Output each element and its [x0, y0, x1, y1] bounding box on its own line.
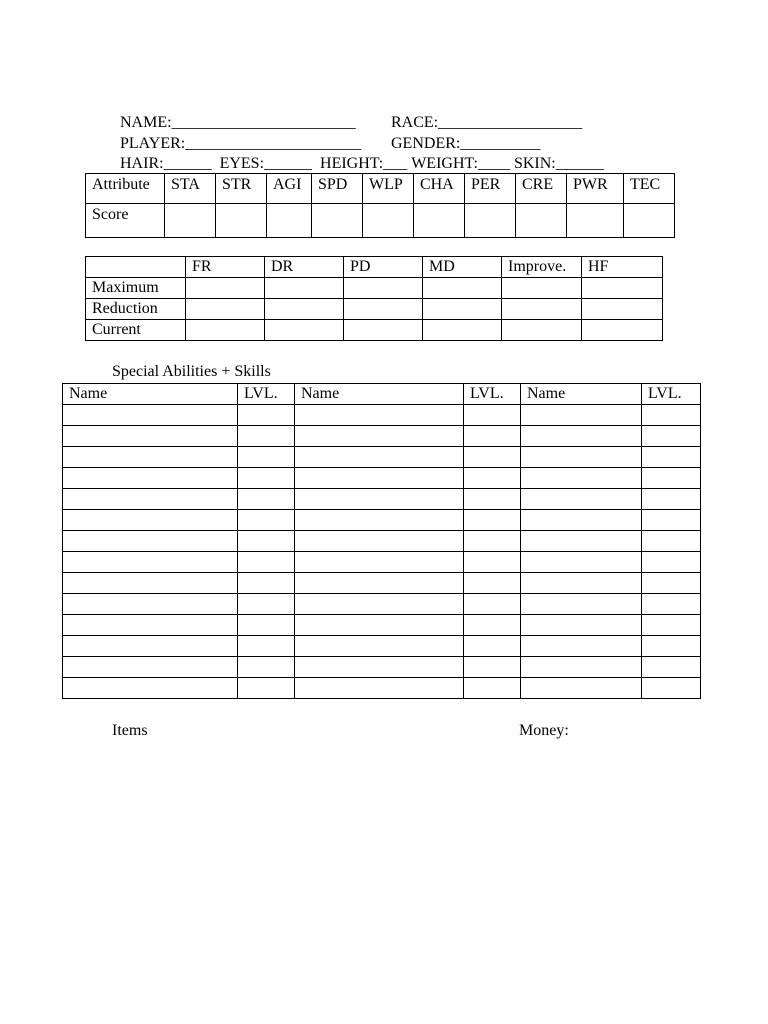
attribute-col-agi: AGI	[267, 174, 312, 204]
skill-level-cell[interactable]	[642, 447, 701, 468]
skill-name-cell[interactable]	[521, 594, 642, 615]
stats-col-fr: FR	[186, 257, 265, 278]
stats-cell[interactable]	[344, 299, 423, 320]
skill-name-cell[interactable]	[521, 489, 642, 510]
skill-name-cell[interactable]	[295, 552, 464, 573]
skill-level-cell[interactable]	[642, 510, 701, 531]
skills-col-name: Name	[63, 384, 238, 405]
attribute-col-per: PER	[465, 174, 516, 204]
score-cell-str[interactable]	[216, 204, 267, 238]
name-label: NAME:	[120, 114, 172, 131]
skill-name-cell[interactable]	[63, 615, 238, 636]
skill-level-cell[interactable]	[238, 447, 295, 468]
skills-section-title: Special Abilities + Skills	[112, 363, 271, 380]
hair-label: HAIR:	[120, 155, 164, 172]
skills-row	[63, 531, 701, 552]
skills-col-lvl: LVL.	[642, 384, 701, 405]
skills-row	[63, 447, 701, 468]
stats-cell[interactable]	[502, 320, 582, 341]
skill-level-cell[interactable]	[642, 405, 701, 426]
stats-cell[interactable]	[423, 278, 502, 299]
stats-row-maximum	[86, 278, 663, 299]
height-field[interactable]: ___	[383, 155, 408, 172]
skill-name-cell[interactable]	[63, 594, 238, 615]
attribute-header-row	[86, 174, 675, 204]
stats-cell[interactable]	[265, 320, 344, 341]
skill-level-cell[interactable]	[238, 657, 295, 678]
skill-level-cell[interactable]	[464, 489, 521, 510]
stats-cell[interactable]	[582, 320, 663, 341]
skill-level-cell[interactable]	[238, 489, 295, 510]
skill-level-cell[interactable]	[464, 678, 521, 699]
skills-col-lvl: LVL.	[238, 384, 295, 405]
stats-cell[interactable]	[423, 320, 502, 341]
score-row	[86, 204, 675, 238]
skill-level-cell[interactable]	[464, 426, 521, 447]
skill-level-cell[interactable]	[642, 468, 701, 489]
skills-row	[63, 678, 701, 699]
stats-cell[interactable]	[502, 278, 582, 299]
skill-name-cell[interactable]	[63, 678, 238, 699]
skills-row	[63, 636, 701, 657]
skill-level-cell[interactable]	[642, 657, 701, 678]
attribute-table	[85, 173, 675, 238]
stats-header-row	[86, 257, 663, 278]
skill-level-cell[interactable]	[238, 426, 295, 447]
weight-field[interactable]: ____	[477, 155, 510, 172]
attribute-col-spd: SPD	[312, 174, 363, 204]
stats-cell[interactable]	[265, 299, 344, 320]
stats-col-md: MD	[423, 257, 502, 278]
skill-level-cell[interactable]	[642, 489, 701, 510]
stats-cell[interactable]	[265, 278, 344, 299]
skill-name-cell[interactable]	[63, 426, 238, 447]
skill-level-cell[interactable]	[464, 405, 521, 426]
score-cell-spd[interactable]	[312, 204, 363, 238]
skill-name-cell[interactable]	[521, 468, 642, 489]
skills-col-name: Name	[521, 384, 642, 405]
stats-row-label: Maximum	[86, 278, 186, 299]
score-cell-cre[interactable]	[516, 204, 567, 238]
race-label: RACE:	[391, 114, 439, 131]
stats-col-pd: PD	[344, 257, 423, 278]
stats-cell[interactable]	[423, 299, 502, 320]
score-cell-cha[interactable]	[414, 204, 465, 238]
skill-name-cell[interactable]	[295, 594, 464, 615]
hair-field[interactable]: ______	[163, 155, 212, 172]
skill-name-cell[interactable]	[63, 510, 238, 531]
skills-row	[63, 468, 701, 489]
skill-name-cell[interactable]	[295, 405, 464, 426]
stats-cell[interactable]	[344, 278, 423, 299]
skill-name-cell[interactable]	[295, 678, 464, 699]
skill-level-cell[interactable]	[642, 426, 701, 447]
player-label: PLAYER:	[120, 135, 186, 152]
skills-row	[63, 594, 701, 615]
skill-level-cell[interactable]	[238, 510, 295, 531]
stats-col-hf: HF	[582, 257, 663, 278]
skill-level-cell[interactable]	[642, 594, 701, 615]
skills-col-lvl: LVL.	[464, 384, 521, 405]
attribute-col-str: STR	[216, 174, 267, 204]
skill-level-cell[interactable]	[464, 615, 521, 636]
skill-name-cell[interactable]	[63, 531, 238, 552]
attribute-col-wlp: WLP	[363, 174, 414, 204]
stats-cell[interactable]	[186, 299, 265, 320]
skill-name-cell[interactable]	[295, 489, 464, 510]
skill-name-cell[interactable]	[295, 615, 464, 636]
skill-name-cell[interactable]	[521, 405, 642, 426]
skill-level-cell[interactable]	[464, 594, 521, 615]
attribute-col-cre: CRE	[516, 174, 567, 204]
skill-name-cell[interactable]	[521, 573, 642, 594]
skill-level-cell[interactable]	[238, 405, 295, 426]
stats-col-improve: Improve.	[502, 257, 582, 278]
skill-level-cell[interactable]	[464, 447, 521, 468]
gender-field[interactable]: __________	[460, 135, 541, 152]
attribute-col-cha: CHA	[414, 174, 465, 204]
header-line-3	[112, 134, 604, 174]
weight-label: WEIGHT:	[411, 155, 478, 172]
stats-cell[interactable]	[344, 320, 423, 341]
skills-col-name: Name	[295, 384, 464, 405]
stats-col-dr: DR	[265, 257, 344, 278]
skill-name-cell[interactable]	[63, 636, 238, 657]
stats-table	[85, 256, 663, 341]
skill-level-cell[interactable]	[642, 552, 701, 573]
skill-name-cell[interactable]	[63, 552, 238, 573]
attribute-col-tec: TEC	[624, 174, 675, 204]
stats-row-current	[86, 320, 663, 341]
height-label: HEIGHT:	[320, 155, 384, 172]
skill-level-cell[interactable]	[238, 573, 295, 594]
skill-level-cell[interactable]	[464, 552, 521, 573]
skill-level-cell[interactable]	[464, 657, 521, 678]
skills-row	[63, 573, 701, 594]
skill-name-cell[interactable]	[295, 426, 464, 447]
skills-row	[63, 552, 701, 573]
skills-table	[62, 383, 701, 699]
attribute-col-pwr: PWR	[567, 174, 624, 204]
skill-name-cell[interactable]	[521, 531, 642, 552]
skill-level-cell[interactable]	[238, 594, 295, 615]
eyes-field[interactable]: ______	[264, 155, 313, 172]
skill-name-cell[interactable]	[295, 447, 464, 468]
skill-name-cell[interactable]	[521, 678, 642, 699]
skill-level-cell[interactable]	[238, 636, 295, 657]
skills-header-row	[63, 384, 701, 405]
score-row-label: Score	[86, 204, 165, 238]
skill-level-cell[interactable]	[642, 636, 701, 657]
skill-name-cell[interactable]	[63, 405, 238, 426]
skills-row	[63, 426, 701, 447]
skills-row	[63, 510, 701, 531]
score-cell-pwr[interactable]	[567, 204, 624, 238]
skill-level-cell[interactable]	[642, 615, 701, 636]
stats-row-reduction	[86, 299, 663, 320]
skill-name-cell[interactable]	[521, 426, 642, 447]
skill-name-cell[interactable]	[295, 573, 464, 594]
stats-corner-cell	[86, 257, 186, 278]
skills-row	[63, 489, 701, 510]
money-label: Money:	[519, 722, 569, 739]
skill-name-cell[interactable]	[295, 636, 464, 657]
skin-field[interactable]: ______	[555, 155, 604, 172]
stats-row-label: Reduction	[86, 299, 186, 320]
score-cell-per[interactable]	[465, 204, 516, 238]
skills-row	[63, 615, 701, 636]
skills-row	[63, 405, 701, 426]
name-field[interactable]: _______________________	[171, 114, 356, 131]
skill-name-cell[interactable]	[63, 657, 238, 678]
skill-level-cell[interactable]	[238, 678, 295, 699]
skill-level-cell[interactable]	[464, 531, 521, 552]
skill-name-cell[interactable]	[521, 552, 642, 573]
skill-level-cell[interactable]	[642, 573, 701, 594]
skill-level-cell[interactable]	[642, 678, 701, 699]
skill-level-cell[interactable]	[464, 510, 521, 531]
skill-level-cell[interactable]	[238, 615, 295, 636]
skill-name-cell[interactable]	[521, 447, 642, 468]
skill-level-cell[interactable]	[238, 552, 295, 573]
skin-label: SKIN:	[513, 155, 556, 172]
skill-name-cell[interactable]	[295, 531, 464, 552]
stats-cell[interactable]	[582, 278, 663, 299]
skill-level-cell[interactable]	[464, 573, 521, 594]
skill-name-cell[interactable]	[521, 615, 642, 636]
skill-name-cell[interactable]	[295, 510, 464, 531]
gender-label: GENDER:	[391, 135, 461, 152]
attribute-col-sta: STA	[165, 174, 216, 204]
eyes-label: EYES:	[219, 155, 265, 172]
skill-level-cell[interactable]	[238, 468, 295, 489]
skill-name-cell[interactable]	[63, 489, 238, 510]
skill-level-cell[interactable]	[642, 531, 701, 552]
score-cell-tec[interactable]	[624, 204, 675, 238]
player-field[interactable]: ______________________	[185, 135, 362, 152]
score-cell-sta[interactable]	[165, 204, 216, 238]
skill-name-cell[interactable]	[63, 447, 238, 468]
skill-name-cell[interactable]	[521, 657, 642, 678]
stats-cell[interactable]	[582, 299, 663, 320]
skill-name-cell[interactable]	[295, 657, 464, 678]
skill-name-cell[interactable]	[521, 636, 642, 657]
skill-level-cell[interactable]	[464, 636, 521, 657]
skill-name-cell[interactable]	[295, 468, 464, 489]
skill-name-cell[interactable]	[521, 510, 642, 531]
stats-cell[interactable]	[186, 278, 265, 299]
skill-name-cell[interactable]	[63, 468, 238, 489]
attribute-row-label: Attribute	[86, 174, 165, 204]
skill-level-cell[interactable]	[238, 531, 295, 552]
skill-name-cell[interactable]	[63, 573, 238, 594]
race-field[interactable]: __________________	[438, 114, 583, 131]
stats-cell[interactable]	[502, 299, 582, 320]
stats-row-label: Current	[86, 320, 186, 341]
score-cell-agi[interactable]	[267, 204, 312, 238]
skills-row	[63, 657, 701, 678]
score-cell-wlp[interactable]	[363, 204, 414, 238]
items-label: Items	[112, 722, 148, 739]
skill-level-cell[interactable]	[464, 468, 521, 489]
stats-cell[interactable]	[186, 320, 265, 341]
